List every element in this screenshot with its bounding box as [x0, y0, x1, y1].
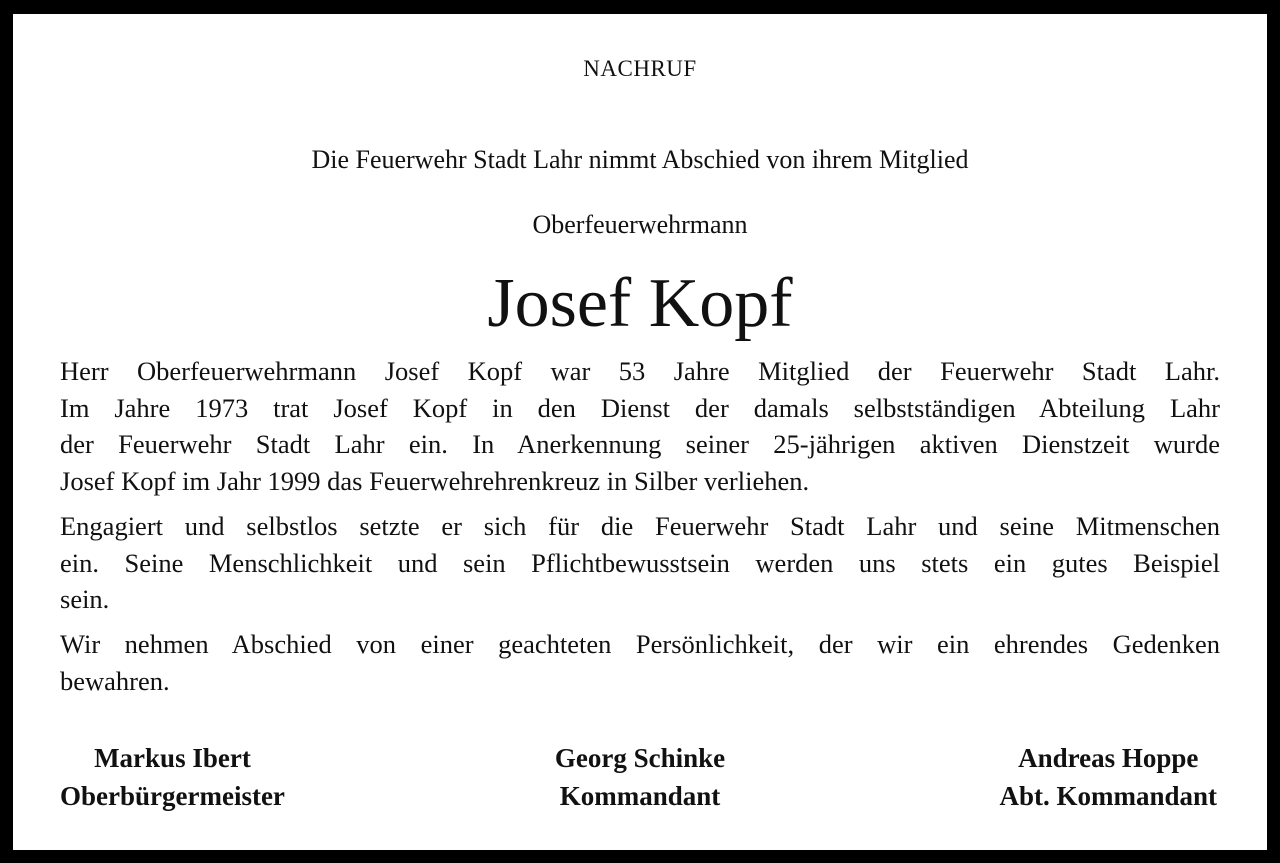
- deceased-name: Josef Kopf: [487, 265, 793, 342]
- paragraph-1: [60, 353, 1220, 500]
- paragraph-2: [60, 508, 1220, 618]
- signatory-name: Andreas Hoppe: [1018, 743, 1199, 773]
- signatory-name: Georg Schinke: [554, 743, 726, 773]
- obituary-notice: [13, 14, 1267, 850]
- paragraph-3: [60, 626, 1220, 699]
- text-line: Wir nehmen Abschied von einer geachteten Persönlichkeit, der wir ein ehrendes Gedenken: [60, 629, 1220, 659]
- signatory-name: Markus Ibert: [94, 743, 251, 773]
- heading: NACHRUF: [583, 56, 697, 81]
- intro-text: Die Feuerwehr Stadt Lahr nimmt Abschied von ihrem Mitglied: [311, 145, 969, 174]
- signatory-title: Kommandant: [559, 781, 721, 811]
- text-line: bewahren.: [60, 665, 170, 696]
- signatory-title: Abt. Kommandant: [999, 781, 1217, 811]
- text-line: Im Jahre 1973 trat Josef Kopf in den Dienst der damals selbstständigen Abteilung Lahr: [60, 392, 1220, 423]
- rank: Oberfeuerwehrmann: [532, 210, 748, 239]
- text-line: Herr Oberfeuerwehrmann Josef Kopf war 53 Jahre Mitglied der Feuerwehr Stadt Lahr.: [60, 356, 1220, 386]
- signature-dept-commander: [999, 739, 1217, 815]
- text-line: der Feuerwehr Stadt Lahr ein. In Anerkennung seiner 25-jährigen aktiven Dienstzeit wurde: [60, 429, 1220, 460]
- text-line: sein.: [60, 584, 110, 615]
- text-line: Josef Kopf im Jahr 1999 das Feuerwehrehrenkreuz in Silber verliehen.: [60, 466, 810, 497]
- text-line: Engagiert und selbstlos setzte er sich für die Feuerwehr Stadt Lahr und seine Mitmenschen: [60, 511, 1220, 541]
- text-line: ein. Seine Menschlichkeit und sein Pflichtbewusstsein werden uns stets ein gutes Beispiel: [60, 547, 1220, 578]
- signatory-title: Oberbürgermeister: [60, 781, 285, 811]
